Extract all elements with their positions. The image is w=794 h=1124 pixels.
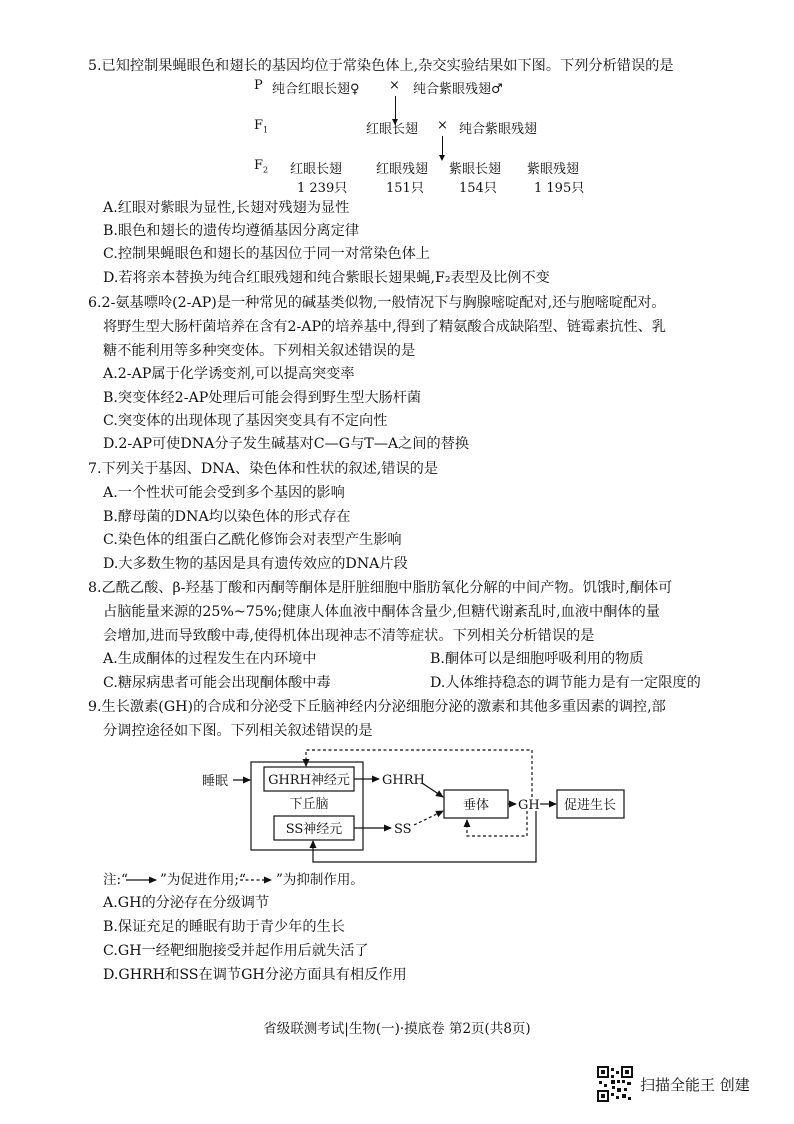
ghrh-neuron-label: GHRH神经元 bbox=[268, 773, 350, 788]
q9-note-mid: ”为促进作用;“ bbox=[160, 872, 246, 888]
q9-stem-line: 分调控途径如下图。下列相关叙述错误的是 bbox=[103, 723, 373, 739]
q8-stem-line: 占脑能量来源的25%~75%;健康人体血液中酮体含量少,但糖代谢紊乱时,血液中酮体的量 bbox=[103, 604, 660, 620]
q5-f1-right: 纯合紫眼残翅 bbox=[459, 122, 538, 137]
q6-stem-line: 糖不能利用等多种突变体。下列相关叙述错误的是 bbox=[103, 343, 416, 359]
ghrh-label: GHRH bbox=[382, 773, 425, 788]
q6-stem-line: 将野生型大肠杆菌培养在含有2-AP的培养基中,得到了精氨酸合成缺陷型、链霉素抗性、乳 bbox=[103, 319, 667, 335]
q5-p-cross: × bbox=[389, 78, 400, 93]
q5-f2-label: $F_2$ bbox=[254, 158, 269, 175]
q5-f1-cross: × bbox=[437, 118, 448, 133]
q5-f1-left: 红眼长翅 bbox=[366, 122, 419, 137]
q5-f2-count: 1 239只 bbox=[297, 181, 348, 196]
q7-option-b: B.酵母菌的DNA均以染色体的形式存在 bbox=[103, 509, 351, 525]
q6-option-b: B.突变体经2-AP处理后可能会得到野生型大肠杆菌 bbox=[103, 390, 422, 406]
q5-option-c: C.控制果蝇眼色和翅长的基因位于同一对常染色体上 bbox=[103, 246, 430, 262]
q7-option-a: A.一个性状可能会受到多个基因的影响 bbox=[103, 485, 345, 501]
q5-f2-count: 154只 bbox=[459, 181, 497, 196]
q5-option-a: A.红眼对紫眼为显性,长翅对残翅为显性 bbox=[103, 200, 350, 216]
q5-f1-label: $F_1$ bbox=[254, 118, 269, 135]
q7-stem: 7.下列关于基因、DNA、染色体和性状的叙述,错误的是 bbox=[88, 461, 439, 477]
q8-stem-line: 会增加,进而导致酸中毒,使得机体出现神志不清等症状。下列相关分析错误的是 bbox=[103, 628, 595, 644]
q5-f2-phenotype: 紫眼残翅 bbox=[527, 162, 580, 177]
growth-label: 促进生长 bbox=[563, 798, 617, 813]
qr-code-icon bbox=[597, 1066, 633, 1102]
q9-option-a: A.GH的分泌存在分级调节 bbox=[103, 895, 270, 911]
ss-to-pituitary-arrow bbox=[414, 811, 443, 825]
q5-p-female: 纯合红眼长翅♀ bbox=[272, 82, 360, 97]
q8-option-d: D.人体维持稳态的调节能力是有一定限度的 bbox=[430, 675, 701, 691]
q6-option-c: C.突变体的出现体现了基因突变具有不定向性 bbox=[103, 413, 388, 429]
ghrh-to-pituitary-arrow bbox=[422, 783, 443, 797]
q9-option-b: B.保证充足的睡眠有助于青少年的生长 bbox=[103, 919, 345, 935]
ss-label: SS bbox=[394, 822, 412, 837]
q5-f2-phenotype: 红眼残翅 bbox=[376, 162, 429, 177]
gh-pituitary-feedback bbox=[467, 811, 527, 836]
q9-option-c: C.GH一经靶细胞接受并起作用后就失活了 bbox=[103, 943, 369, 959]
q9-note-prefix: 注:“ bbox=[103, 872, 128, 888]
q5-p-label: P bbox=[254, 78, 263, 93]
page-footer: 省级联测考试|生物(一)·摸底卷 第2页(共8页) bbox=[263, 1021, 531, 1037]
q5-p-male: 纯合紫眼残翅♂ bbox=[413, 82, 503, 97]
q5-option-d: D.若将亲本替换为纯合红眼残翅和纯合紫眼长翅果蝇,F₂表型及比例不变 bbox=[103, 270, 550, 286]
q5-f2-count: 151只 bbox=[386, 181, 424, 196]
q5-stem: 5.已知控制果蝇眼色和翅长的基因均位于常染色体上,杂交实验结果如下图。下列分析错误的是 bbox=[88, 58, 674, 74]
q7-option-c: C.染色体的组蛋白乙酰化修饰会对表型产生影响 bbox=[103, 532, 402, 548]
gh-label: GH bbox=[518, 798, 540, 813]
q8-option-a: A.生成酮体的过程发生在内环境中 bbox=[103, 651, 317, 667]
q6-stem-line: 6.2-氨基嘌呤(2-AP)是一种常见的碱基类似物,一般情况下与胸腺嘧啶配对,还与胞嘧啶配对。 bbox=[88, 295, 666, 311]
q5-option-b: B.眼色和翅长的遗传均遵循基因分离定律 bbox=[103, 223, 360, 239]
q5-f2-phenotype: 红眼长翅 bbox=[290, 162, 343, 177]
q6-option-a: A.2-AP属于化学诱变剂,可以提高突变率 bbox=[103, 366, 355, 382]
gh-ss-feedback bbox=[313, 811, 536, 862]
q5-f2-phenotype: 紫眼长翅 bbox=[449, 162, 502, 177]
scanner-watermark: 扫描全能王 创建 bbox=[640, 1076, 750, 1094]
pituitary-label: 垂体 bbox=[462, 798, 490, 813]
q5-f2-count: 1 195只 bbox=[534, 181, 585, 196]
q9-option-d: D.GHRH和SS在调节GH分泌方面具有相反作用 bbox=[103, 967, 407, 983]
ss-neuron-label: SS神经元 bbox=[285, 822, 343, 837]
hypothalamus-label: 下丘脑 bbox=[289, 797, 329, 812]
q8-stem-line: 8.乙酰乙酸、β-羟基丁酸和丙酮等酮体是肝脏细胞中脂肪氧化分解的中间产物。饥饿时,酮体可 bbox=[88, 580, 673, 596]
q6-option-d: D.2-AP可使DNA分子发生碱基对C—G与T—A之间的替换 bbox=[103, 436, 470, 452]
q8-option-b: B.酮体可以是细胞呼吸利用的物质 bbox=[430, 651, 644, 667]
sleep-label: 睡眠 bbox=[202, 774, 229, 789]
q7-option-d: D.大多数生物的基因是具有遗传效应的DNA片段 bbox=[103, 556, 408, 572]
q8-option-c: C.糖尿病患者可能会出现酮体酸中毒 bbox=[103, 675, 331, 691]
q9-note-suffix: ”为抑制作用。 bbox=[276, 872, 364, 888]
q9-stem-line: 9.生长激素(GH)的合成和分泌受下丘脑神经内分泌细胞分泌的激素和其他多重因素的调控,部 bbox=[88, 699, 666, 715]
